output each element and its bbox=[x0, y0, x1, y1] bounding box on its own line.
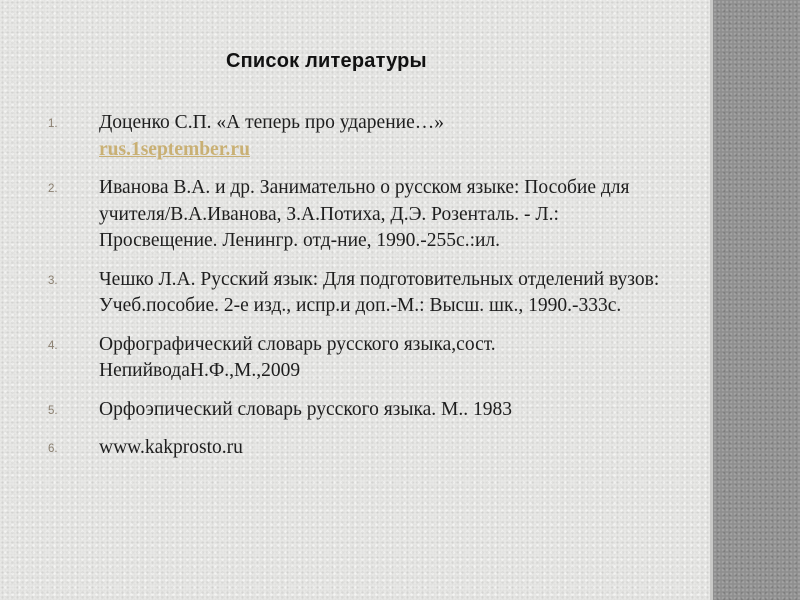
list-number: 6. bbox=[48, 443, 58, 455]
reference-list bbox=[48, 110, 670, 474]
reference-text: Чешко Л.А. Русский язык: Для подготовительных отделений вузов: Учеб.пособие. 2-е изд., испр.и доп.-М.: Высш. шк., 1990.-333с. bbox=[99, 268, 660, 316]
list-number: 4. bbox=[48, 339, 58, 352]
reference-text: www.kakprosto.ru bbox=[99, 437, 243, 458]
reference-text: Доценко С.П. «А теперь про ударение…» bbox=[99, 112, 444, 133]
reference-item-3 bbox=[48, 267, 670, 320]
reference-text: Орфоэпический словарь русского языка. М.. 1983 bbox=[99, 398, 513, 420]
reference-item-2 bbox=[48, 175, 670, 255]
list-number: 3. bbox=[48, 274, 58, 287]
reference-link[interactable]: rus.1september.ru bbox=[99, 138, 250, 160]
list-number: 2. bbox=[48, 183, 58, 195]
reference-item-6 bbox=[48, 435, 670, 462]
list-number: 5. bbox=[48, 404, 58, 417]
reference-item-5 bbox=[48, 397, 670, 424]
reference-text: Иванова В.А. и др. Занимательно о русском языке: Пособие для учителя/В.А.Иванова, З.А.Потиха, Д.Э. Розенталь. - Л.: Просвещение. Ленингр. отд-ние, 1990.-255с.:ил. bbox=[99, 177, 630, 251]
reference-item-4 bbox=[48, 332, 670, 385]
slide-title: Список литературы bbox=[226, 50, 427, 72]
right-decorative-band bbox=[713, 0, 800, 600]
reference-text: Орфографический словарь русского языка,сост. НепийводаН.Ф.,М.,2009 bbox=[99, 333, 496, 381]
reference-item-1 bbox=[48, 110, 670, 163]
list-number: 1. bbox=[48, 118, 58, 130]
